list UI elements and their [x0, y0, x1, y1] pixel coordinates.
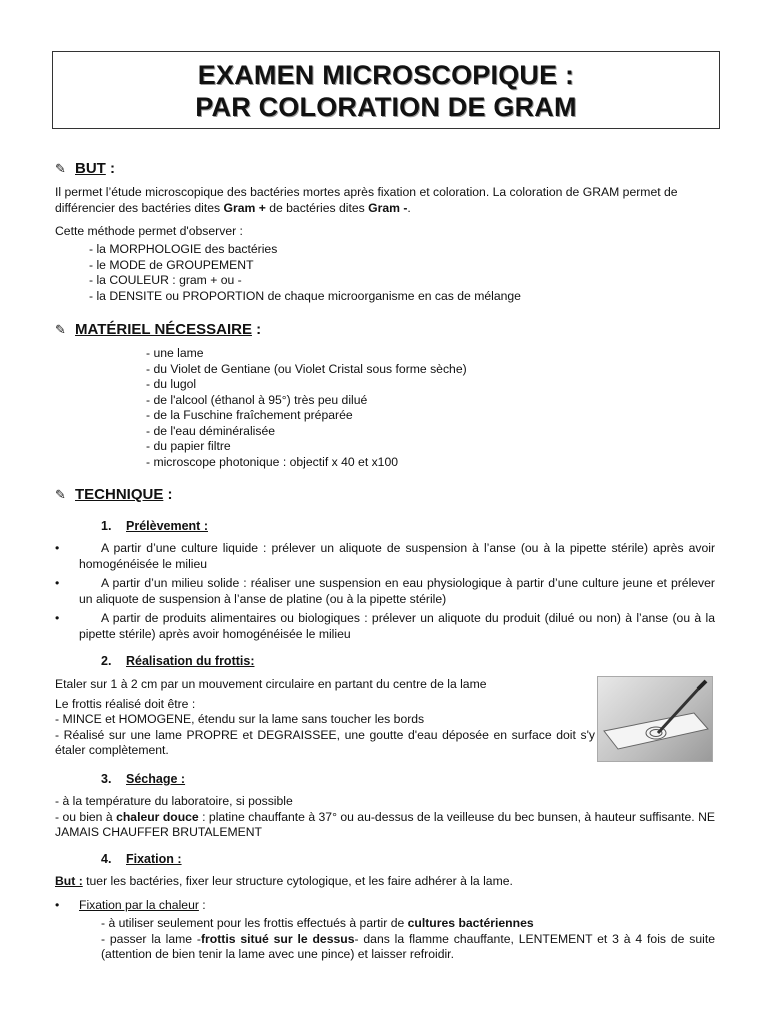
pencil-icon: ✎ [55, 487, 66, 502]
bullet-dot-icon: • [55, 611, 60, 625]
list-item: - la DENSITE ou PROPORTION de chaque microorganisme en cas de mélange [89, 288, 521, 303]
list-item: - de l'eau déminéralisée [146, 423, 276, 438]
subsection-prelevement: 1. Prélèvement : [101, 519, 208, 533]
bullet-dot-icon: • [55, 576, 60, 590]
subsection-frottis: 2. Réalisation du frottis: [101, 654, 255, 668]
materiel-list [146, 346, 467, 470]
bullet-dot-icon: • [55, 898, 60, 912]
frottis-text: Etaler sur 1 à 2 cm par un mouvement circulaire en partant du centre de la lame Le frottis réalisé doit être : - MINCE et HOMOGENE, étendu sur la lame sans toucher les bords - Réalisé sur une lame PROPRE et DEGRAISSEE, une goutte d'eau déposée en surface doit s'y étaler complètement. [55, 677, 595, 757]
list-item: • Fixation par la chaleur : [55, 898, 206, 912]
title-line-2: PAR COLORATION DE GRAM [195, 92, 577, 122]
list-item: - la MORPHOLOGIE des bactéries [89, 242, 278, 256]
subsection-sechage: 3. Séchage : [101, 772, 186, 786]
list-item: - une lame [146, 346, 204, 360]
subsection-fixation: 4. Fixation : [101, 852, 182, 866]
but-methode: Cette méthode permet d'observer : [55, 224, 243, 238]
list-item: • A partir de produits alimentaires ou biologiques : prélever un aliquote du produit (dilué ou non) à l’anse (ou à la pipette stérile) après avoir homogénéisée le milieu [55, 611, 715, 641]
list-item: - de la Fuschine fraîchement préparée [146, 408, 353, 422]
pencil-icon: ✎ [55, 161, 66, 176]
list-item: - la COULEUR : gram + ou - [89, 273, 242, 287]
section-technique-heading: ✎ TECHNIQUE : [55, 486, 173, 503]
section-materiel-heading: ✎ MATÉRIEL NÉCESSAIRE : [55, 321, 262, 338]
bullet-dot-icon: • [55, 541, 60, 555]
but-list [89, 242, 521, 304]
section-but-heading: ✎ BUT : [55, 160, 115, 177]
list-item: - du Violet de Gentiane (ou Violet Cristal sous forme sèche) [146, 361, 467, 376]
sechage-text: - à la température du laboratoire, si possible - ou bien à chaleur douce : platine chauffante à 37° ou au-dessus de la veilleuse du bec bunsen, à hauteur suffisante. NE JAMAIS CHAUFFER BRUTALEMENT [55, 794, 715, 839]
title-line-1: EXAMEN MICROSCOPIQUE : [197, 60, 575, 90]
list-item: - le MODE de GROUPEMENT [89, 257, 254, 272]
fixation-details: - à utiliser seulement pour les frottis effectués à partir de cultures bactériennes - passer la lame -frottis situé sur le dessus- dans la flamme chauffante, LENTEMENT et 3 à 4 fois de suite (attention de bien tenir la lame avec une pince) et laisser refroidir. [101, 916, 715, 961]
list-item: - du lugol [146, 377, 197, 391]
list-item: - microscope photonique : objectif x 40 et x100 [146, 454, 399, 469]
list-item: - du papier filtre [146, 439, 231, 453]
smear-illustration [597, 676, 713, 762]
title-box [52, 51, 720, 129]
fixation-but: But : tuer les bactéries, fixer leur structure cytologique, et les faire adhérer à la lame. [55, 874, 513, 888]
list-item: - de l'alcool (éthanol à 95°) très peu dilué [146, 392, 368, 407]
list-item: • A partir d’un milieu solide : réaliser une suspension en eau physiologique à partir d’une culture jeune et prélever un aliquote de suspension à l’anse de platine (ou à la pipette stérile) [55, 576, 715, 606]
pencil-icon: ✎ [55, 322, 66, 337]
slide-drawing [598, 677, 712, 761]
but-intro: Il permet l’étude microscopique des bactéries mortes après fixation et coloration. La coloration de GRAM permet de différencier des bactéries dites Gram + de bactéries dites Gram -. [55, 185, 678, 215]
list-item: • A partir d’une culture liquide : prélever un aliquote de suspension à l’anse (ou à la pipette stérile) après avoir homogénéisée le milieu [55, 541, 715, 571]
